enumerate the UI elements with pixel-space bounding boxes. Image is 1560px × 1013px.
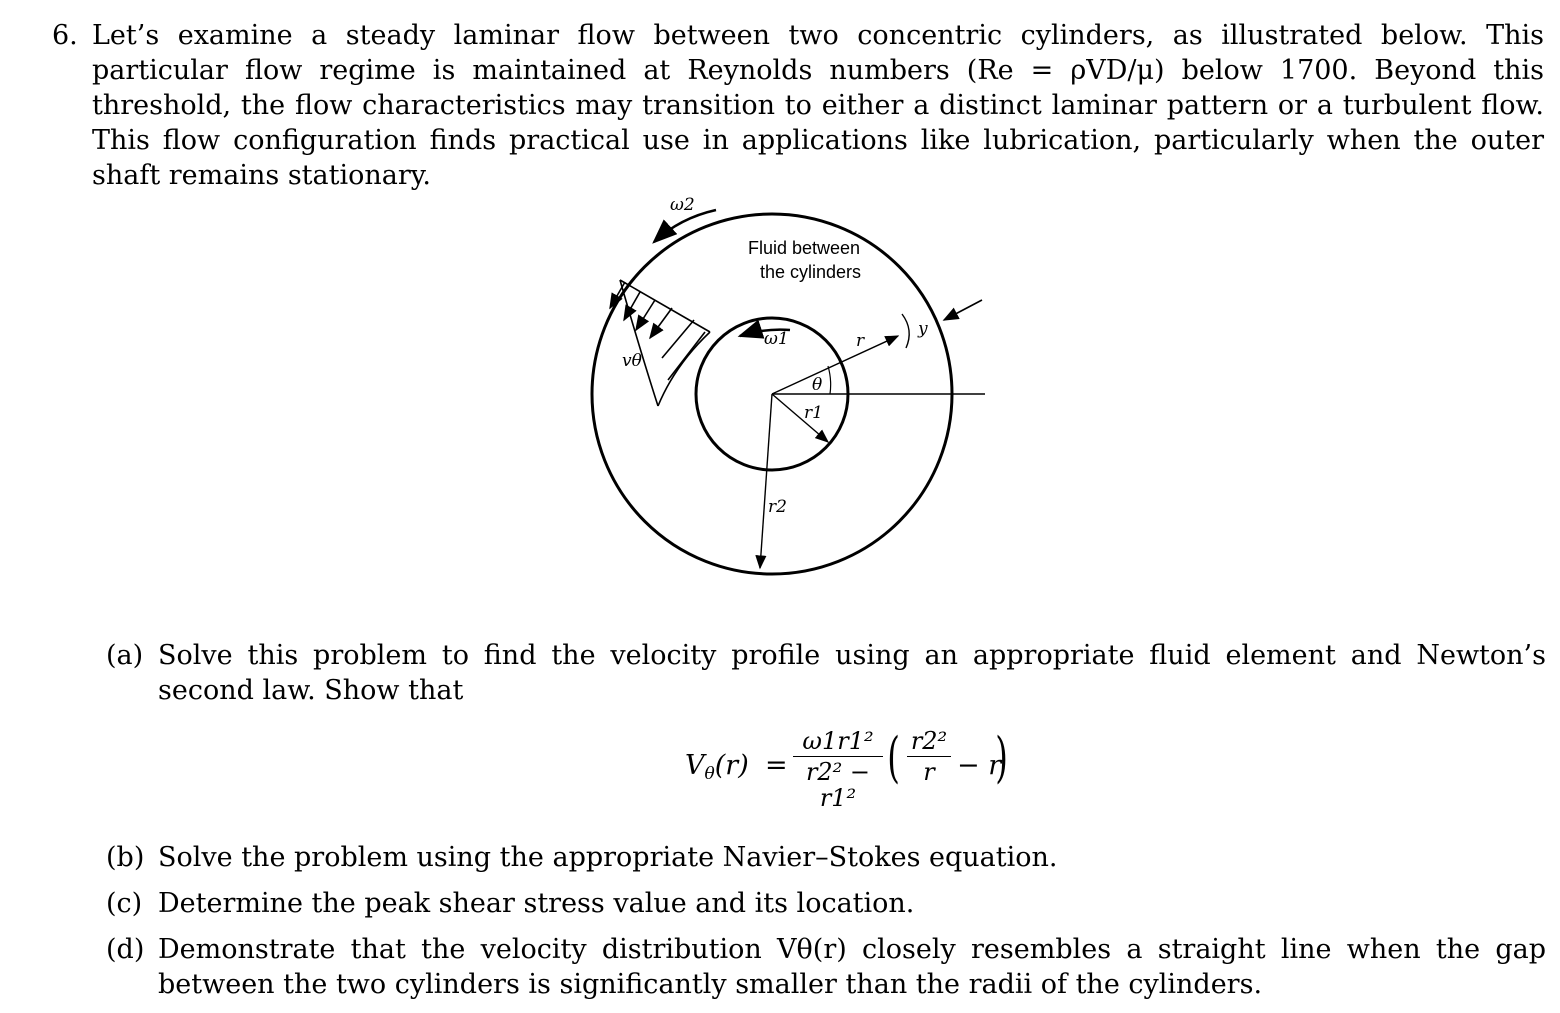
fluid-label-line2: the cylinders (760, 262, 862, 282)
parts-b-c-d (106, 840, 1546, 1013)
r-vector (772, 336, 898, 394)
part-c-label: (c) (106, 888, 143, 919)
problem-statement (52, 18, 1544, 193)
theta-label: θ (812, 375, 823, 395)
r1-label: r1 (804, 403, 823, 423)
velocity-vector (650, 308, 672, 338)
part-b-label: (b) (106, 842, 145, 873)
y-vector (944, 300, 982, 320)
part-b (106, 840, 1546, 875)
velocity-profile-curve (658, 332, 710, 406)
part-a-label: (a) (106, 640, 144, 671)
equation-fraction-1: ω1r1² r2² − r1² (793, 728, 883, 811)
problem-intro: Let’s examine a steady laminar flow between two concentric cylinders, as illustrated below. This particular flow regime is maintained at Reynolds numbers (Re = ρVD/μ) below 1700. Beyond this threshold, the flow characteristics may transition to either a distinct laminar pattern or a turbulent flow. This flow configuration finds practical use in applications like lubrication, particularly when the outer shaft remains stationary. (92, 20, 1544, 191)
part-d (106, 932, 1546, 1002)
left-paren: ( (887, 726, 900, 789)
problem-number: 6. (52, 20, 78, 51)
y-arc (902, 314, 909, 348)
part-a-text: Solve this problem to find the velocity profile using an appropriate fluid element and Newton’s second law. Show that (158, 640, 1546, 706)
part-b-text: Solve the problem using the appropriate Navier–Stokes equation. (158, 842, 1058, 873)
equation-equals: = (765, 750, 788, 781)
part-c-text: Determine the peak shear stress value and its location. (158, 888, 915, 919)
r2-label: r2 (768, 497, 787, 517)
part-c (106, 886, 1546, 921)
v-theta-label: vθ (622, 351, 642, 371)
y-label: y (918, 319, 928, 339)
velocity-vector (636, 300, 655, 330)
omega1-label: ω1 (764, 329, 789, 349)
omega2-label: ω2 (670, 195, 695, 215)
equation-lhs: $V_\theta(r)$ (685, 750, 749, 784)
r2-vector (760, 394, 772, 568)
theta-arc (828, 366, 831, 394)
fluid-label-line1: Fluid between (748, 238, 861, 258)
velocity-equation (685, 722, 1045, 812)
equation-minus-r: − r (957, 750, 1002, 781)
velocity-vector (624, 292, 640, 320)
concentric-cylinders-figure (580, 180, 1020, 600)
part-a (106, 638, 1546, 708)
equation-fraction-2: r2² r (907, 728, 951, 785)
part-d-text: Demonstrate that the velocity distribution Vθ(r) closely resembles a straight line when the gap between the two cylinders is significantly smaller than the radii of the cylinders. (158, 934, 1546, 1000)
r-label: r (856, 331, 865, 351)
part-d-label: (d) (106, 934, 145, 965)
right-paren: ) (995, 726, 1008, 789)
